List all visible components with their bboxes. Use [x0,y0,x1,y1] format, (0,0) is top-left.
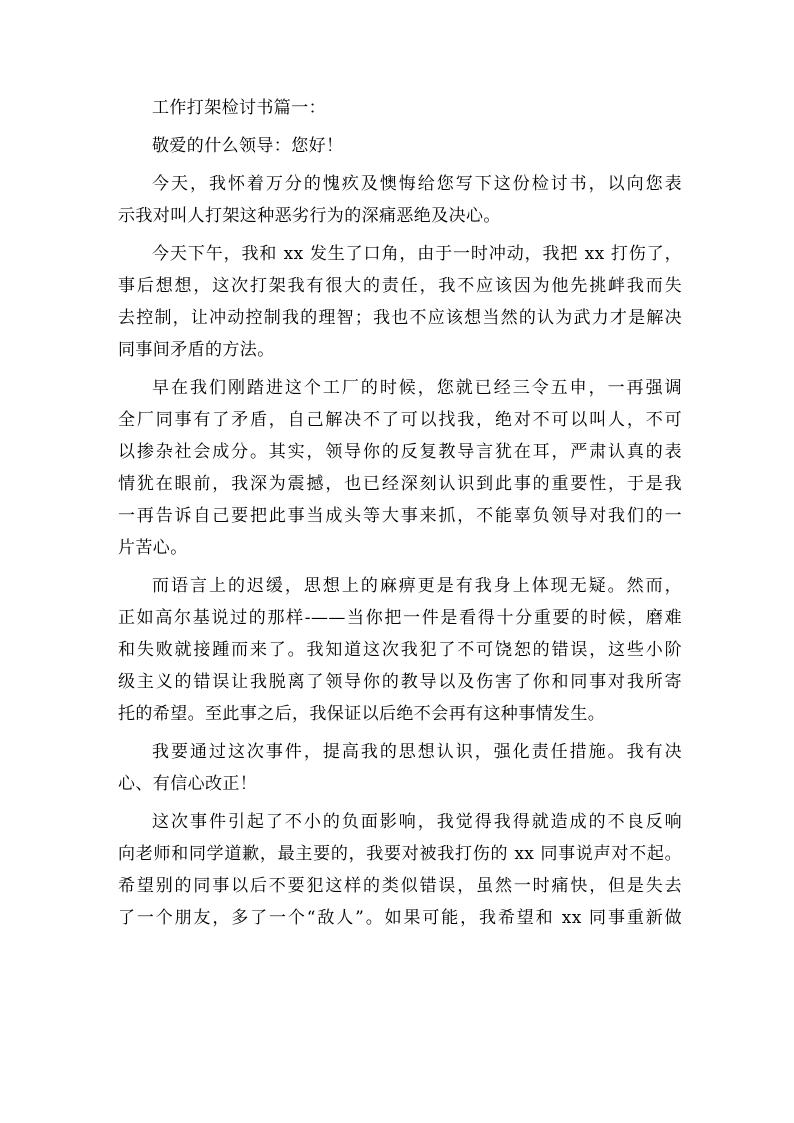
paragraph-line: 正如高尔基说过的那样-——当你把一件是看得十分重要的时候，磨难 [118,608,682,628]
paragraph-line: 去控制，让冲动控制我的理智；我也不应该想当然的认为武力才是解决 [118,308,682,328]
paragraph-line: 一再告诉自己要把此事当成头等大事来抓，不能辜负领导对我们的一 [118,506,682,526]
paragraph-line: 今天，我怀着万分的愧疚及懊悔给您写下这份检讨书，以向您表 [152,174,682,194]
paragraph-line: 全厂同事有了矛盾，自己解决不了可以找我，绝对不可以叫人，不可 [118,410,682,430]
paragraph-line: 早在我们刚踏进这个工厂的时候，您就已经三令五申，一再强调 [152,378,682,398]
paragraph-5 [118,736,682,800]
paragraph-line: 以掺杂社会成分。其实，领导你的反复教导言犹在耳，严肃认真的表 [118,442,682,462]
paragraph-line: 希望别的同事以后不要犯这样的类似错误，虽然一时痛快，但是失去 [118,876,682,896]
paragraph-line: 片苦心。 [118,538,188,558]
paragraph-4 [118,570,682,730]
paragraph-6 [118,806,682,934]
document-title: 工作打架检讨书篇一： [152,98,326,118]
document-page [118,92,682,940]
paragraph-1 [118,168,682,232]
paragraph-line: 这次事件引起了不小的负面影响，我觉得我得就造成的不良反响 [152,812,682,832]
paragraph-line: 了一个朋友，多了一个“敌人”。如果可能，我希望和 xx 同事重新做 [118,908,682,928]
paragraph-2 [118,238,682,366]
paragraph-line: 向老师和同学道歉，最主要的，我要对被我打伤的 xx 同事说声对不起。 [118,844,682,864]
paragraph-line: 我要通过这次事件，提高我的思想认识，强化责任措施。我有决 [152,742,682,762]
paragraph-line: 同事间矛盾的方法。 [118,340,275,360]
paragraph-line: 示我对叫人打架这种恶劣行为的深痛恶绝及决心。 [118,206,501,226]
paragraph-line: 和失败就接踵而来了。我知道这次我犯了不可饶恕的错误，这些小阶 [118,640,682,660]
paragraph-3 [118,372,682,564]
paragraph-line: 托的希望。至此事之后，我保证以后绝不会再有这种事情发生。 [118,704,606,724]
paragraph-line: 事后想想，这次打架我有很大的责任，我不应该因为他先挑衅我而失 [118,276,682,296]
paragraph-line: 今天下午，我和 xx 发生了口角，由于一时冲动，我把 xx 打伤了， [152,244,682,264]
paragraph-line: 心、有信心改正！ [118,774,258,794]
paragraph-line: 情犹在眼前，我深为震撼，也已经深刻认识到此事的重要性，于是我 [118,474,682,494]
paragraph-line: 而语言上的迟缓，思想上的麻痹更是有我身上体现无疑。然而， [152,576,682,596]
paragraph-line: 级主义的错误让我脱离了领导你的教导以及伤害了你和同事对我所寄 [118,672,682,692]
salutation: 敬爱的什么领导：您好！ [152,136,344,156]
